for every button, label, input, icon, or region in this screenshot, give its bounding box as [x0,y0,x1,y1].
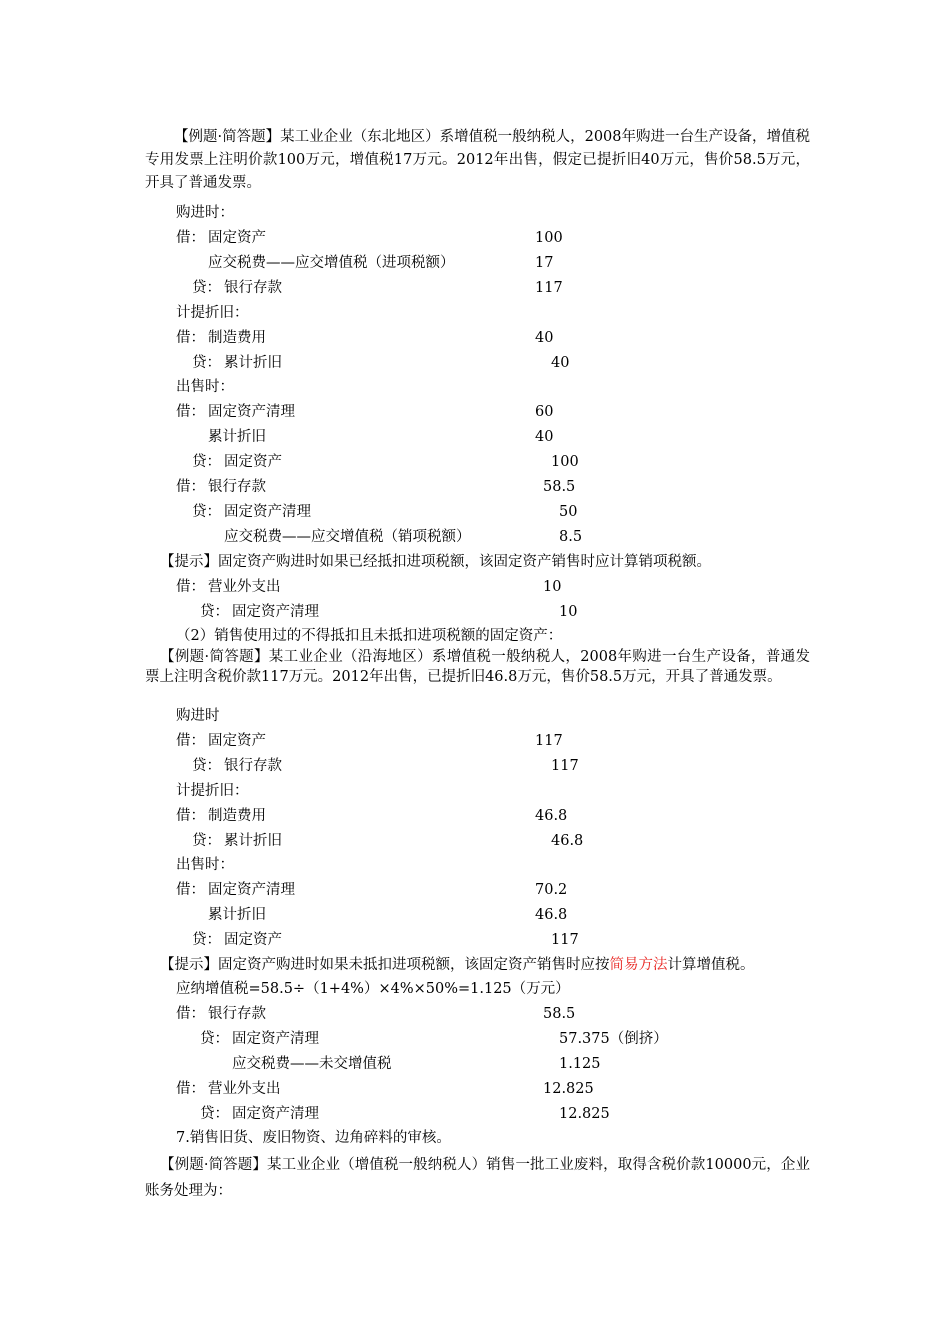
ex1-tip: 【提示】固定资产购进时如果已经抵扣进项税额，该固定资产销售时应计算销项税额。 [160,554,711,570]
journal-line: 借： 制造费用 46.8 [176,808,568,824]
journal-line: 贷： 固定资产 100 [192,454,579,470]
journal-line: 应交税费——未交增值税 1.125 [232,1056,601,1072]
example3-question: 【例题·简答题】某工业企业（增值税一般纳税人）销售一批工业废料，取得含税价款10000元，企业账务处理为： [145,1157,810,1199]
journal-line: 贷： 银行存款 117 [192,758,579,774]
ex1-sale-heading: 出售时： [176,379,234,395]
ex2-depreciation-heading: 计提折旧： [176,783,249,799]
journal-line: 应交税费——应交增值税（销项税额） 8.5 [224,529,583,545]
ex2-tip [0,953,950,978]
section-7-heading: 7.销售旧货、废旧物资、边角碎料的审核。 [176,1130,451,1146]
section-2-heading: （2）销售使用过的不得抵扣且未抵扣进项税额的固定资产： [176,628,563,644]
journal-line: 贷： 累计折旧 40 [192,355,570,371]
journal-line: 借： 银行存款 58.5 [176,479,576,495]
journal-line: 贷： 固定资产清理 50 [192,504,578,520]
journal-line: 借： 固定资产清理 70.2 [176,882,568,898]
ex1-depreciation-heading: 计提折旧： [176,305,249,321]
journal-line: 借： 固定资产 117 [176,733,563,749]
journal-line: 贷： 累计折旧 46.8 [192,833,584,849]
example1-question: 【例题·简答题】某工业企业（东北地区）系增值税一般纳税人，2008年购进一台生产设备，增值税专用发票上注明价款100万元，增值税17万元。2012年出售，假定已提折旧40万元，售价58.5万元，开具了普通发票。 [145,129,811,191]
journal-line: 贷： 固定资产清理 57.375（倒挤） [200,1031,668,1047]
journal-line: 借： 固定资产清理 60 [176,404,554,420]
vat-formula: 应纳增值税=58.5÷（1+4%）×4%×50%=1.125（万元） [176,981,570,997]
journal-line: 贷： 固定资产清理 10 [200,604,578,620]
journal-line: 贷： 固定资产清理 12.825 [200,1106,610,1122]
journal-line: 借： 银行存款 58.5 [176,1006,576,1022]
ex1-purchase-heading: 购进时： [176,205,234,221]
journal-line: 借： 固定资产 100 [176,230,563,246]
journal-line: 累计折旧 40 [208,429,554,445]
tip-text: 【提示】固定资产购进时如果未抵扣进项税额，该固定资产销售时应按 [160,957,610,973]
ex2-purchase-heading: 购进时 [176,708,220,724]
journal-line: 贷： 固定资产 117 [192,932,579,948]
example2-question: 【例题·简答题】某工业企业（沿海地区）系增值税一般纳税人，2008年购进一台生产设备，普通发票上注明含税价款117万元。2012年出售，已提折旧46.8万元，售价58.5万元，开具了普通发票。 [145,649,810,685]
journal-line: 借： 营业外支出 10 [176,579,562,595]
tip-text: 计算增值税。 [667,957,755,973]
journal-line: 借： 制造费用 40 [176,330,554,346]
journal-line: 应交税费——应交增值税（进项税额） 17 [208,255,554,271]
ex2-sale-heading: 出售时： [176,857,234,873]
journal-line: 累计折旧 46.8 [208,907,568,923]
journal-line: 借： 营业外支出 12.825 [176,1081,594,1097]
tip-highlight: 简易方法 [609,957,668,973]
journal-line: 贷： 银行存款 117 [192,280,563,296]
